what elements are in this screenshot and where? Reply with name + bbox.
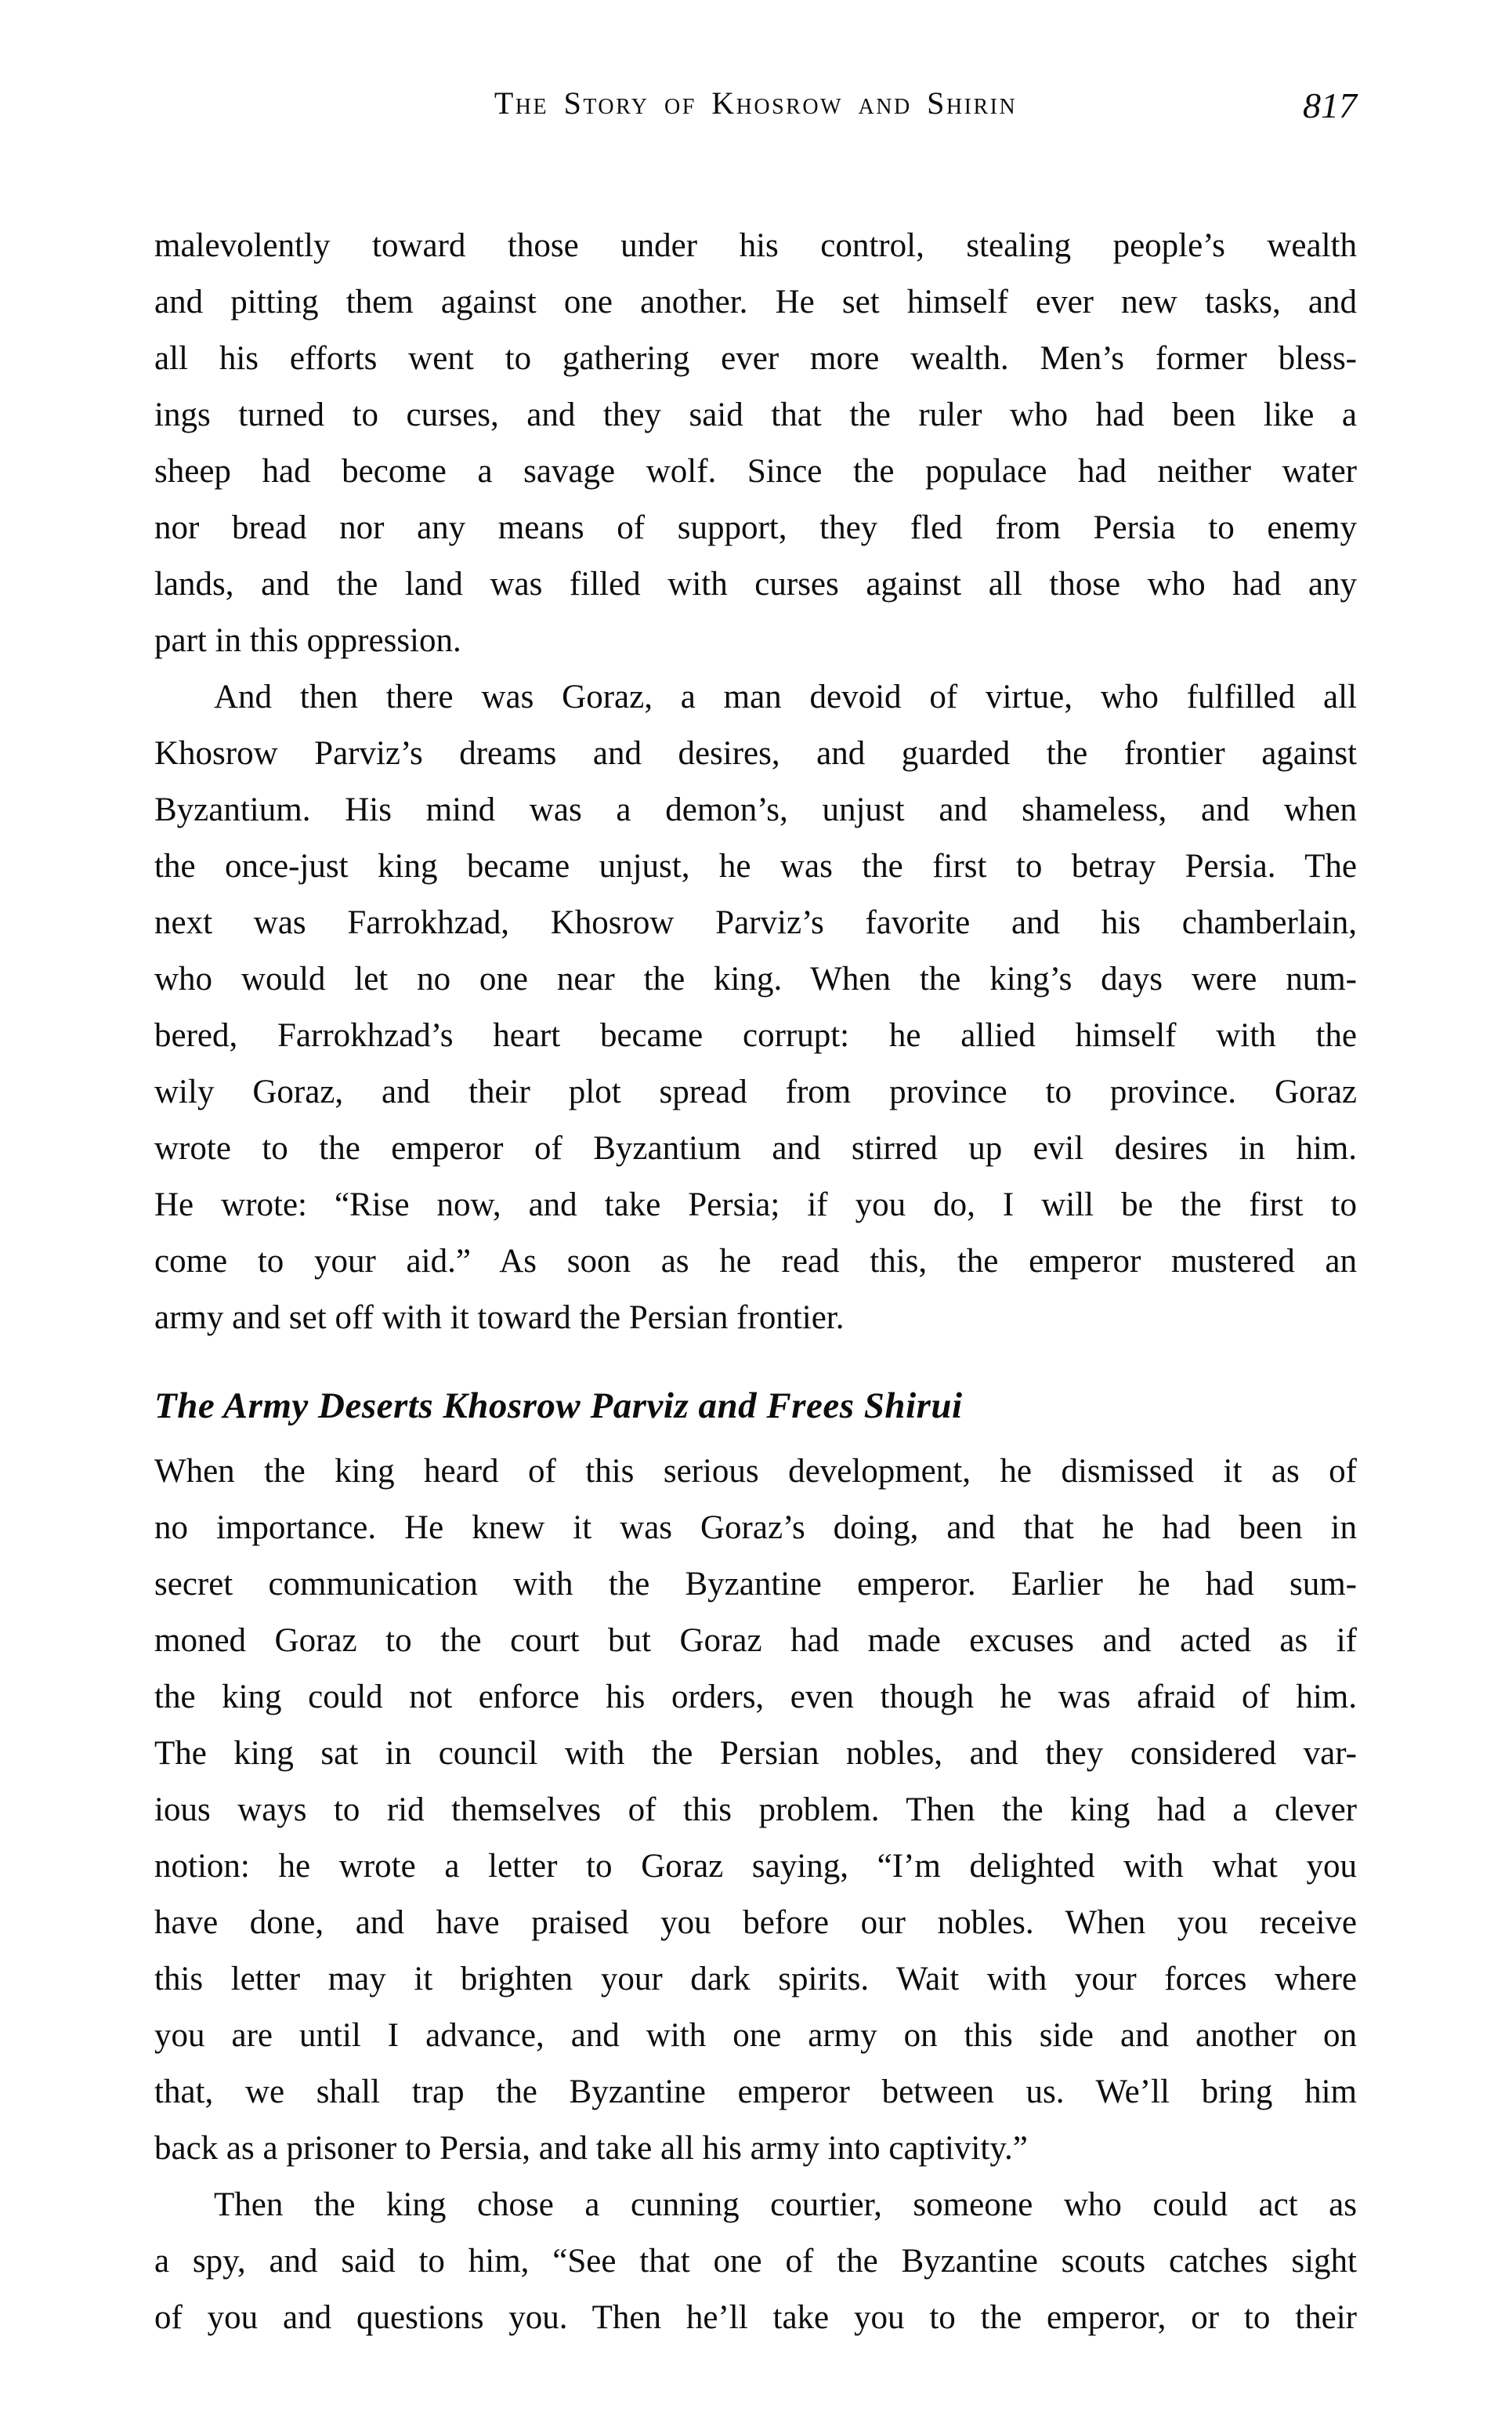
text-line: of you and questions you. Then he’ll take you to the emperor, or to their: [154, 2299, 1357, 2336]
text-line: ious ways to rid themselves of this problem. Then the king had a clever: [154, 1791, 1357, 1828]
text-line: that, we shall trap the Byzantine emperor between us. We’ll bring him: [154, 2073, 1357, 2110]
text-line: wrote to the emperor of Byzantium and stirred up evil desires in him.: [154, 1130, 1357, 1167]
running-header-title: The Story of Khosrow and Shirin: [494, 85, 1018, 121]
paragraph: [154, 669, 1357, 1346]
text-line: part in this oppression.: [154, 622, 461, 659]
text-line: notion: he wrote a letter to Goraz saying, “I’m delighted with what you: [154, 1848, 1357, 1885]
text-line: moned Goraz to the court but Goraz had made excuses and acted as if: [154, 1622, 1357, 1659]
paragraph: [154, 218, 1357, 669]
paragraph: [154, 2177, 1357, 2346]
text-line: sheep had become a savage wolf. Since the populace had neither water: [154, 453, 1357, 490]
paragraph: [154, 1443, 1357, 2177]
text-line: have done, and have praised you before our nobles. When you receive: [154, 1904, 1357, 1941]
text-line: ings turned to curses, and they said that the ruler who had been like a: [154, 397, 1357, 433]
text-line: Then the king chose a cunning courtier, someone who could act as: [214, 2186, 1357, 2223]
text-line: you are until I advance, and with one army on this side and another on: [154, 2017, 1357, 2054]
text-line: come to your aid.” As soon as he read this, the emperor mustered an: [154, 1243, 1357, 1280]
text-line: no importance. He knew it was Goraz’s doing, and that he had been in: [154, 1509, 1357, 1546]
text-line: When the king heard of this serious development, he dismissed it as of: [154, 1453, 1357, 1490]
text-line: this letter may it brighten your dark spirits. Wait with your forces where: [154, 1961, 1357, 1997]
page-number: 817: [1303, 85, 1357, 125]
text-line: Byzantium. His mind was a demon’s, unjust and shameless, and when: [154, 791, 1357, 828]
text-line: wily Goraz, and their plot spread from province to province. Goraz: [154, 1074, 1357, 1110]
text-line: a spy, and said to him, “See that one of the Byzantine scouts catches sight: [154, 2243, 1357, 2280]
text-line: lands, and the land was filled with curses against all those who had any: [154, 566, 1357, 603]
text-line: the king could not enforce his orders, even though he was afraid of him.: [154, 1679, 1357, 1715]
text-line: bered, Farrokhzad’s heart became corrupt: he allied himself with the: [154, 1017, 1357, 1054]
text-line: who would let no one near the king. When the king’s days were num-: [154, 961, 1357, 998]
text-line: Khosrow Parviz’s dreams and desires, and guarded the frontier against: [154, 735, 1357, 772]
text-line: malevolently toward those under his control, stealing people’s wealth: [154, 227, 1357, 264]
text-line: He wrote: “Rise now, and take Persia; if you do, I will be the first to: [154, 1186, 1357, 1223]
text-line: all his efforts went to gathering ever more wealth. Men’s former bless-: [154, 340, 1357, 377]
text-line: The king sat in council with the Persian nobles, and they considered var-: [154, 1735, 1357, 1772]
running-header: [154, 83, 1357, 127]
text-line: army and set off with it toward the Persian frontier.: [154, 1299, 845, 1336]
text-line: next was Farrokhzad, Khosrow Parviz’s favorite and his chamberlain,: [154, 904, 1357, 941]
text-line: back as a prisoner to Persia, and take all his army into captivity.”: [154, 2130, 1028, 2167]
text-line: secret communication with the Byzantine emperor. Earlier he had sum-: [154, 1566, 1357, 1603]
body-text: [154, 218, 1357, 2346]
text-line: and pitting them against one another. He set himself ever new tasks, and: [154, 284, 1357, 321]
section-heading: The Army Deserts Khosrow Parviz and Frees Shirui: [154, 1385, 963, 1426]
text-line: the once-just king became unjust, he was the first to betray Persia. The: [154, 848, 1357, 885]
text-line: And then there was Goraz, a man devoid of virtue, who fulfilled all: [214, 679, 1357, 715]
text-line: nor bread nor any means of support, they fled from Persia to enemy: [154, 509, 1357, 546]
